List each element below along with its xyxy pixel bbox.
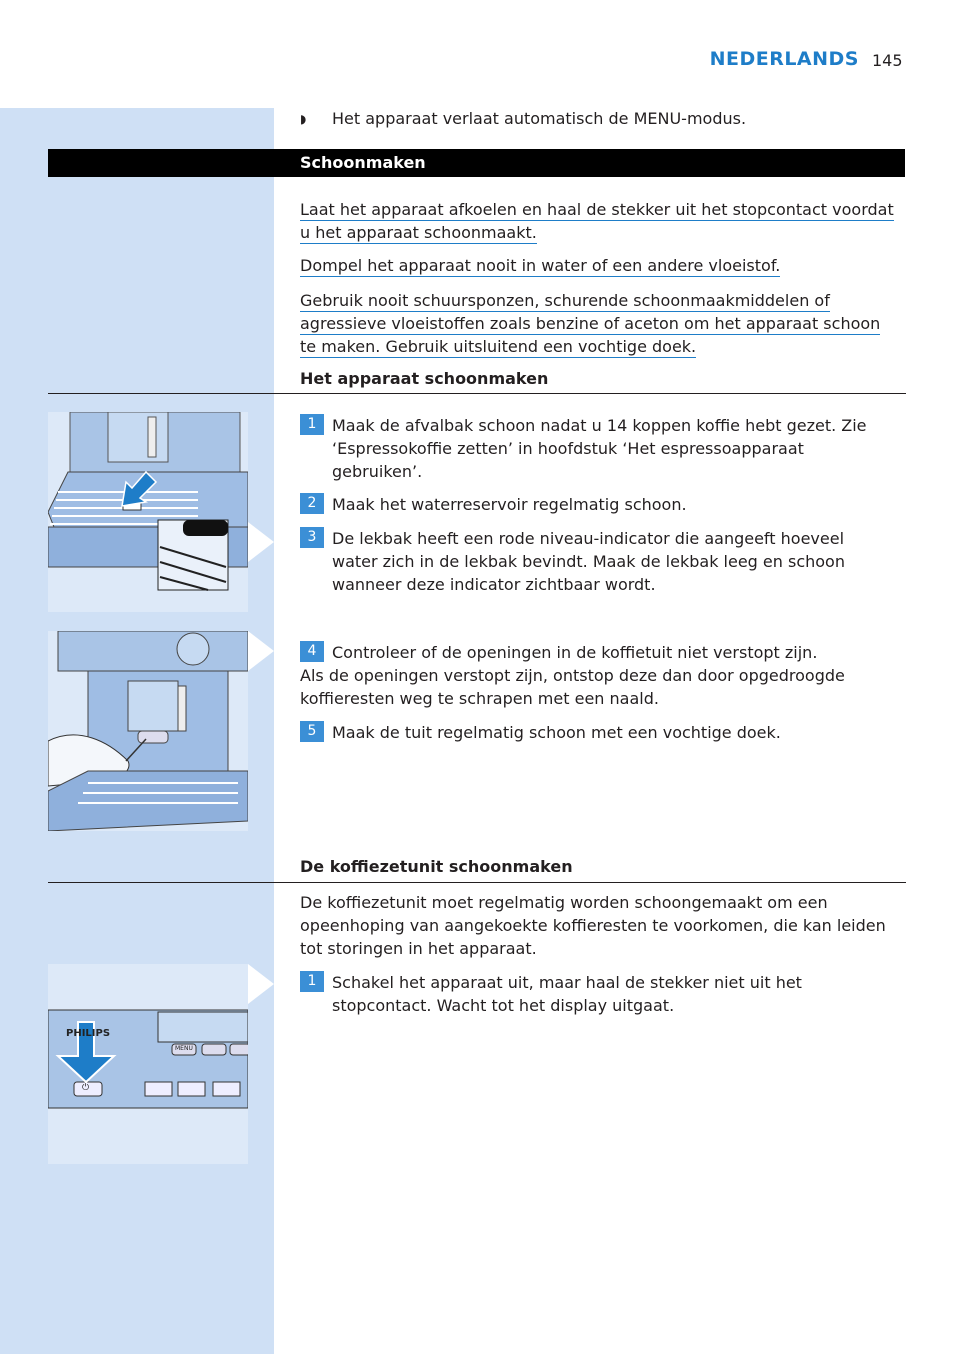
subsection-title-cleaning: Het apparaat schoonmaken xyxy=(300,369,549,388)
section-bar xyxy=(48,149,905,177)
step-1: 1 Maak de afvalbak schoon nadat u 14 koppen koffie hebt gezet. Zie ‘Espressokoffie zetten’ in hoofdstuk ‘Het espressoapparaat gebruiken’. xyxy=(300,414,870,483)
step-5: 5 Maak de tuit regelmatig schoon met een vochtige doek. xyxy=(300,721,870,744)
step-3: 3 De lekbak heeft een rode niveau-indicator die aangeeft hoeveel water zich in de lekbak bevindt. Maak de lekbak leeg en schoon wanneer deze indicator zichtbaar wordt. xyxy=(300,527,870,596)
section-title: Schoonmaken xyxy=(300,153,426,172)
illustration-drip-tray xyxy=(48,412,248,612)
illustration-spout xyxy=(48,631,248,831)
drip-tray-drawing xyxy=(48,412,248,612)
divider xyxy=(48,882,906,883)
subsection-title-brew-unit: De koffiezetunit schoonmaken xyxy=(300,857,573,876)
note-3: Gebruik nooit schuursponzen, schurende schoonmaakmiddelen of agressieve vloeistoffen zoals benzine of aceton om het apparaat schoon te maken. Gebruik uitsluitend een vochtige doek. xyxy=(300,291,881,356)
language-label: NEDERLANDS xyxy=(709,48,859,70)
divider xyxy=(48,393,906,394)
note-2: Dompel het apparaat nooit in water of een andere vloeistof. xyxy=(300,256,781,275)
menu-button-label: MENU xyxy=(175,1045,193,1052)
brand-label: PHILIPS xyxy=(66,1028,111,1039)
control-panel-drawing xyxy=(48,964,248,1164)
bullet-icon: ◗ xyxy=(300,112,307,126)
illustration-control-panel xyxy=(48,964,248,1164)
step-2: 2 Maak het waterreservoir regelmatig schoon. xyxy=(300,493,870,516)
spout-drawing xyxy=(48,631,248,831)
pointer-arrow xyxy=(248,522,274,562)
pointer-arrow xyxy=(248,631,274,671)
power-icon: ⏻ xyxy=(82,1083,90,1093)
note-1: Laat het apparaat afkoelen en haal de stekker uit het stopcontact voordat u het apparaat schoonmaakt. xyxy=(300,200,894,242)
brew-unit-intro: De koffiezetunit moet regelmatig worden schoongemaakt om een opeenhoping van aangekoekte koffieresten te voorkomen, die kan leiden tot storingen in het apparaat. xyxy=(300,893,886,958)
page-number: 145 xyxy=(872,51,903,70)
brew-step-1: 1 Schakel het apparaat uit, maar haal de stekker niet uit het stopcontact. Wacht tot het display uitgaat. xyxy=(300,971,870,1017)
step-4: 4 Controleer of de openingen in de koffietuit niet verstopt zijn. xyxy=(300,641,870,664)
step-4-followup: Als de openingen verstopt zijn, ontstop deze dan door opgedroogde koffieresten weg te schrapen met een naald. xyxy=(300,666,845,708)
intro-bullet-text: Het apparaat verlaat automatisch de MENU-modus. xyxy=(332,109,747,128)
pointer-arrow xyxy=(248,964,274,1004)
